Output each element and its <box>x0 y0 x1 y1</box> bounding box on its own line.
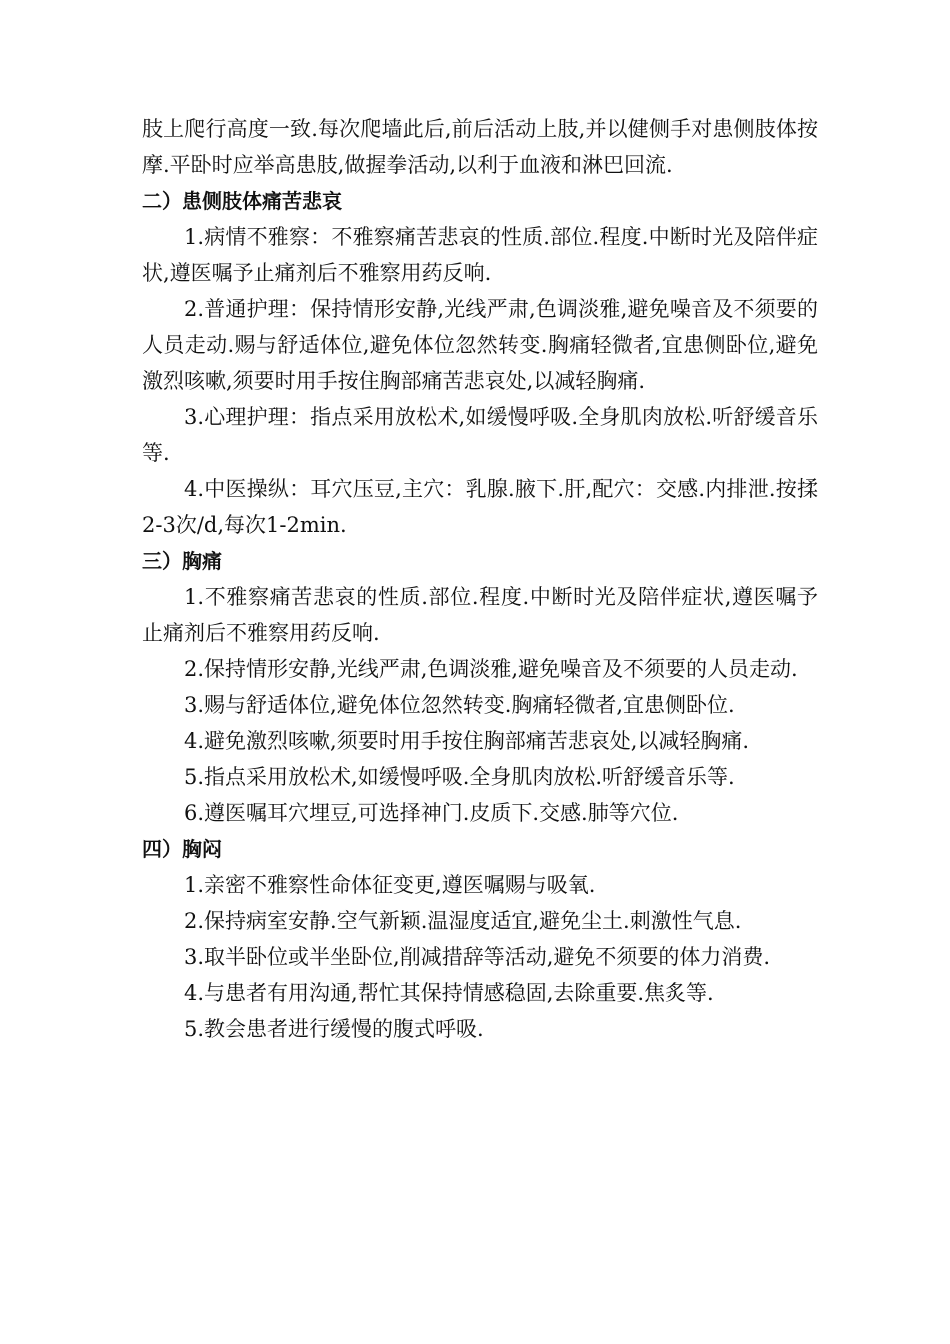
list-item: 4.避免激烈咳嗽,须要时用手按住胸部痛苦悲哀处,以减轻胸痛. <box>184 729 750 753</box>
document-body <box>142 111 818 1047</box>
list-item: 4.与患者有用沟通,帮忙其保持情感稳固,去除重要.焦炙等. <box>184 981 714 1005</box>
list-item: 3.取半卧位或半坐卧位,削减措辞等活动,避免不须要的体力消费. <box>184 945 771 969</box>
list-item: 2.保持情形安静,光线严肃,色调淡雅,避免噪音及不须要的人员走动. <box>184 657 798 681</box>
list-item: 1.病情不雅察：不雅察痛苦悲哀的性质.部位.程度.中断时光及陪伴症状,遵医嘱予止痛剂后不雅察用药反响. <box>142 225 818 285</box>
list-item: 2.普通护理：保持情形安静,光线严肃,色调淡雅,避免噪音及不须要的人员走动.赐与舒适体位,避免体位忽然转变.胸痛轻微者,宜患侧卧位,避免激烈咳嗽,须要时用手按住胸部痛苦悲哀处,以减轻胸痛. <box>142 297 818 393</box>
list-item: 3.心理护理：指点采用放松术,如缓慢呼吸.全身肌肉放松.听舒缓音乐等. <box>142 405 818 465</box>
list-item: 5.指点采用放松术,如缓慢呼吸.全身肌肉放松.听舒缓音乐等. <box>184 765 735 789</box>
list-item: 4.中医操纵：耳穴压豆,主穴：乳腺.腋下.肝,配穴：交感.内排泄.按揉2-3次/d,每次1-2min. <box>142 477 818 537</box>
list-item: 3.赐与舒适体位,避免体位忽然转变.胸痛轻微者,宜患侧卧位. <box>184 693 735 717</box>
section-heading-limb-pain: 二）患侧肢体痛苦悲哀 <box>142 189 342 213</box>
list-item: 1.亲密不雅察性命体征变更,遵医嘱赐与吸氧. <box>184 873 596 897</box>
list-item: 5.教会患者进行缓慢的腹式呼吸. <box>184 1017 484 1041</box>
list-item: 2.保持病室安静.空气新颖.温湿度适宜,避免尘土.刺激性气息. <box>184 909 742 933</box>
intro-paragraph: 肢上爬行高度一致.每次爬墙此后,前后活动上肢,并以健侧手对患侧肢体按摩.平卧时应举高患肢,做握拳活动,以利于血液和淋巴回流. <box>142 117 818 177</box>
list-item: 6.遵医嘱耳穴埋豆,可选择神门.皮质下.交感.肺等穴位. <box>184 801 679 825</box>
section-heading-chest-pain: 三）胸痛 <box>142 549 222 573</box>
section-heading-chest-tightness: 四）胸闷 <box>142 837 222 861</box>
list-item: 1.不雅察痛苦悲哀的性质.部位.程度.中断时光及陪伴症状,遵医嘱予止痛剂后不雅察用药反响. <box>142 585 818 645</box>
